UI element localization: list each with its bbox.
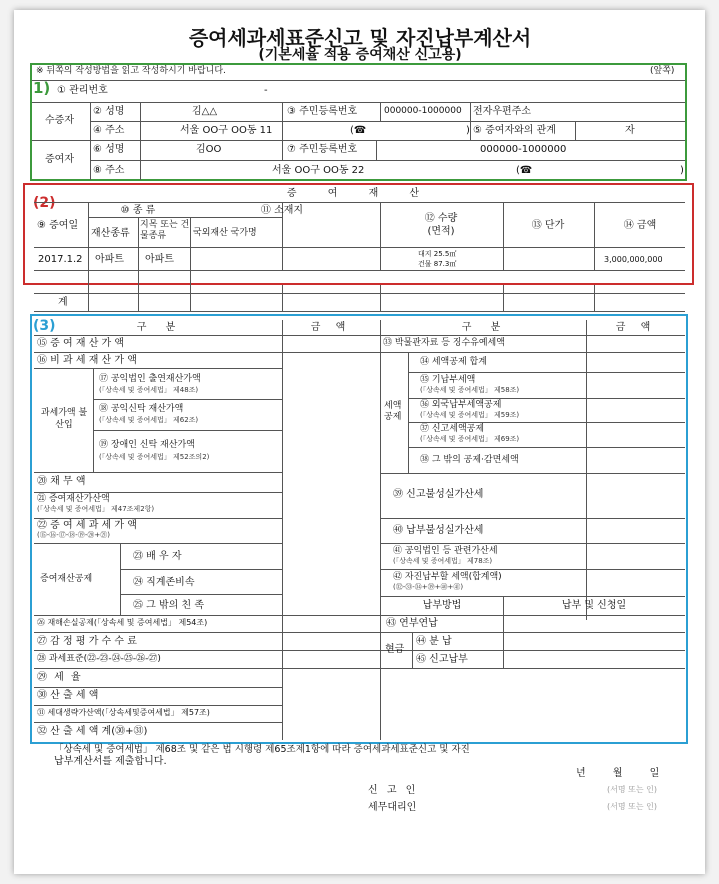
line-18-sub: (「상속세 및 증여세법」 제62조): [99, 416, 199, 424]
recipient-phone-end: ): [466, 125, 470, 136]
line-42: ㊷ 자진납부할 세액(합계액): [393, 572, 502, 582]
mgmt-number-value[interactable]: -: [264, 85, 268, 96]
donor-address-label: ⑧ 주소: [93, 165, 125, 176]
line-28: ㉘ 과세표준(㉒-㉓-㉔-㉕-㉖-㉗): [37, 654, 161, 664]
gift-date-label: ⑨ 증여일: [37, 220, 79, 231]
line-34: ㉞ 세액공제 합계: [420, 357, 487, 367]
form-subtitle: (기본세율 적용 증여재산 신고용): [258, 47, 462, 63]
line-26: ㉖ 재해손실공제(「상속세 및 증여세법」 제54조): [37, 618, 208, 627]
line-42-sub: (㉜-㉝-㉞+㊴+㊵+㊶): [393, 583, 464, 591]
line-39: ㊴ 신고불성실가산세: [393, 489, 484, 500]
donor-rrn-label: ⑦ 주민등록번호: [287, 144, 358, 155]
line-27: ㉗ 감 정 평 가 수 수 료: [37, 636, 137, 647]
statement-line-1: 「상속세 및 증여세법」 제68조 및 같은 법 시행령 제65조제1항에 따라 증여세과세표준신고 및 자진: [54, 744, 470, 755]
line-35: ㉟ 기납부세액: [420, 375, 476, 385]
recipient-name-label: ② 성명: [93, 106, 125, 117]
agent-signature[interactable]: (서명 또는 인): [607, 802, 657, 811]
row-amount[interactable]: 3,000,000,000: [604, 255, 663, 264]
location-country-label: 국외재산 국가명: [193, 228, 257, 238]
quantity-label: ⑫ 수량: [424, 213, 458, 224]
mgmt-number-label: ① 관리번호: [57, 85, 108, 96]
page-side-label: (앞쪽): [650, 66, 675, 76]
line-41: ㊶ 공익법인 등 관련가산세: [393, 546, 498, 556]
notice-text: ※ 뒤쪽의 작성방법을 읽고 작성하시기 바랍니다.: [36, 66, 226, 76]
unit-price-label: ⑬ 단가: [531, 220, 565, 231]
line-38: ㊳ 그 밖의 공제·감면세액: [420, 455, 519, 465]
s3-header-amount-right: 금 액: [615, 322, 657, 333]
recipient-address-value[interactable]: 서울 OO구 OO동 11: [180, 125, 273, 136]
line-17: ⑰ 공익법인 출연재산가액: [99, 374, 201, 384]
property-header: 증 여 재 산: [286, 188, 434, 199]
recipient-rrn-value[interactable]: 000000-1000000: [384, 106, 462, 116]
line-36-sub: (「상속세 및 증여세법」 제59조): [420, 411, 520, 419]
line-30: ㉚ 산 출 세 액: [37, 690, 99, 701]
line-19-sub: (「상속세 및 증여세법」 제52조의2): [99, 453, 210, 461]
line-24: ㉔ 직계존비속: [133, 577, 195, 588]
relation-label: ⑤ 증여자와의 관계: [473, 125, 556, 136]
line-19: ⑲ 장애인 신탁 재산가액: [99, 440, 195, 450]
line-40: ㊵ 납부불성실가산세: [393, 525, 484, 536]
line-32: ㉜ 산 출 세 액 계(㉚+㉛): [37, 726, 148, 737]
line-21-sub: (「상속세 및 증여세법」 제47조제2항): [37, 505, 155, 513]
donor-name-value[interactable]: 김OO: [196, 144, 222, 155]
form-title: 증여세과세표준신고 및 자진납부계산서: [188, 26, 532, 50]
line-31: ㉛ 세대생략가산액(「상속세및증여세법」 제57조): [37, 708, 210, 717]
line-44: ㊹ 분 납: [416, 636, 452, 647]
line-37: ㊲ 신고세액공제: [420, 424, 485, 434]
statement-line-2: 납부계산서를 제출합니다.: [54, 756, 167, 767]
donor-address-value[interactable]: 서울 OO구 OO동 22: [272, 165, 365, 176]
date-line: 년 월 일: [576, 768, 660, 779]
cash-label: 현금: [385, 644, 405, 655]
s3-header-category-right: 구 분: [461, 322, 509, 333]
agent-label: 세무대리인: [368, 802, 417, 813]
pay-date-label: 납부 및 신청일: [561, 600, 627, 611]
recipient-name-value[interactable]: 김△△: [192, 106, 218, 117]
s3-header-amount-left: 금 액: [310, 322, 352, 333]
line-22-sub: (⑮-⑯-⑰-⑱-⑲-⑳+㉑): [37, 531, 110, 539]
recipient-phone-label: (☎: [350, 125, 367, 136]
kind-label: ⑩ 종 류: [120, 205, 156, 216]
line-23: ㉓ 배 우 자: [133, 551, 182, 562]
filer-signature[interactable]: (서명 또는 인): [607, 785, 657, 794]
row-quantity-land[interactable]: 대지 25.5㎡: [418, 250, 457, 258]
deduction-label: 증여재산공제: [40, 574, 93, 584]
quantity-sub-label: (면적): [427, 226, 455, 237]
row-building-kind[interactable]: 아파트: [145, 254, 174, 265]
line-43: ㊸ 연부연납: [386, 618, 438, 629]
recipient-address-label: ④ 주소: [93, 125, 125, 136]
section1-marker: 1): [33, 79, 51, 97]
line-15: ⑮ 증 여 재 산 가 액: [37, 338, 125, 349]
donor-rrn-value[interactable]: 000000-1000000: [480, 144, 567, 155]
tax-credit-label: 세액공제: [384, 401, 402, 422]
section2-marker: (2): [33, 195, 56, 211]
line-45: ㊺ 신고납부: [416, 654, 468, 665]
recipient-label: 수증자: [45, 115, 74, 126]
donor-name-label: ⑥ 성명: [93, 144, 125, 155]
row-quantity-building[interactable]: 건물 87.3㎡: [418, 260, 457, 268]
kind-a-label: 재산종류: [91, 228, 130, 239]
line-18: ⑱ 공익신탁 재산가액: [99, 404, 184, 414]
recipient-email-label: 전자우편주소: [473, 106, 531, 117]
line-22: ㉒ 증 여 세 과 세 가 액: [37, 520, 137, 531]
amount-label: ⑭ 금액: [623, 220, 657, 231]
row-gift-date[interactable]: 2017.1.2: [38, 254, 83, 265]
recipient-rrn-label: ③ 주민등록번호: [287, 106, 358, 117]
line-16: ⑯ 비 과 세 재 산 가 액: [37, 355, 137, 366]
pay-method-label: 납부방법: [422, 600, 462, 611]
total-label: 계: [58, 297, 68, 308]
line-21: ㉑ 증여재산가산액: [37, 494, 110, 504]
excluded-label: 과세가액 불산입: [40, 408, 88, 430]
donor-phone-end: ): [680, 165, 684, 176]
line-41-sub: (「상속세 및 증여세법」 제78조): [393, 557, 493, 565]
location-label: ⑪ 소재지: [260, 205, 304, 216]
line-20: ⑳ 채 무 액: [37, 476, 86, 487]
line-33: ㉝ 박물관자료 등 징수유예세액: [383, 338, 505, 348]
line-29: ㉙ 세 율: [37, 672, 83, 683]
kind-b-label: 지목 또는 건물종류: [140, 220, 190, 241]
s3-header-category-left: 구 분: [136, 322, 184, 333]
line-36: ㊱ 외국납부세액공제: [420, 400, 502, 410]
donor-label: 증여자: [45, 154, 74, 165]
filer-label: 신 고 인: [368, 785, 419, 796]
line-37-sub: (「상속세 및 증여세법」 제69조): [420, 435, 520, 443]
row-property-kind[interactable]: 아파트: [95, 254, 124, 265]
donor-phone-label: (☎: [516, 165, 533, 176]
line-25: ㉕ 그 밖의 친 족: [133, 600, 205, 611]
line-17-sub: (「상속세 및 증여세법」 제48조): [99, 386, 199, 394]
relation-value[interactable]: 자: [625, 125, 635, 136]
line-35-sub: (「상속세 및 증여세법」 제58조): [420, 386, 520, 394]
section3-marker: (3): [33, 318, 56, 334]
